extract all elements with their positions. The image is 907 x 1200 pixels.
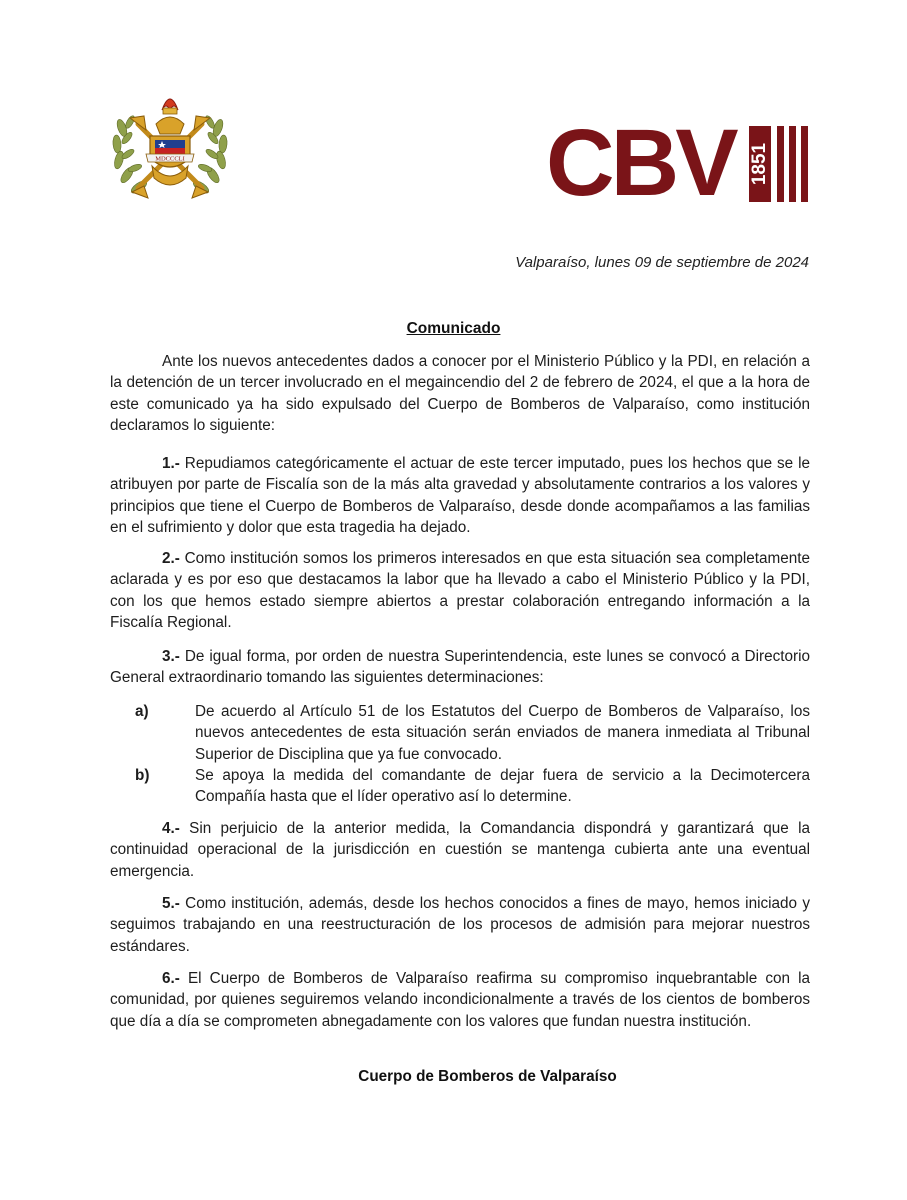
fire-department-crest-icon — [108, 88, 232, 206]
cbv-logo-bar — [789, 126, 796, 202]
cbv-logo-bar — [801, 126, 808, 202]
sub-item-text: De acuerdo al Artículo 51 de los Estatutos del Cuerpo de Bomberos de Valparaíso, los nuevos antecedentes de esta situación serán enviados de manera inmediata al Tribunal Superior de Disciplina que ya fue convocado. — [195, 703, 810, 763]
crest-motto: MDCCCLI — [155, 155, 185, 163]
intro-paragraph — [110, 351, 810, 436]
cbv-logo-bar — [777, 126, 784, 202]
point-number: 3.- — [162, 648, 180, 665]
sub-item-label: b) — [135, 767, 150, 784]
point-paragraph — [110, 548, 810, 633]
point-number: 4.- — [162, 820, 180, 837]
point-text: El Cuerpo de Bomberos de Valparaíso reafirma su compromiso inquebrantable con la comunidad, por quienes seguiremos velando incondicionalmente a través de los cientos de bomberos que día a día se comprometen abnegadamente con los valores que fundan nuestra institución. — [110, 970, 811, 1030]
signature: Cuerpo de Bomberos de Valparaíso — [358, 1068, 617, 1085]
sub-item — [135, 765, 810, 808]
cbv-logo-letters: CBV — [546, 110, 735, 216]
sub-item-label: a) — [135, 703, 149, 720]
point-paragraph — [110, 893, 810, 957]
sub-item — [135, 701, 810, 765]
document-title: Comunicado — [406, 320, 501, 337]
point-text: Como institución somos los primeros interesados en que esta situación sea completamente aclarada y es por eso que destacamos la labor que ha llevado a cabo el Ministerio Público y la PDI, con los que hemos estado siempre abiertos a prestar colaboración entregando información a la Fiscalía Regional. — [110, 550, 811, 631]
point-text: Repudiamos categóricamente el actuar de este tercer imputado, pues los hechos que se le atribuyen por parte de Fiscalía son de la más alta gravedad y absolutamente contrarios a los valores y principios que tiene el Cuerpo de Bomberos de Valparaíso, desde donde acompañamos a las familias en el sufrimiento y dolor que esta tragedia ha dejado. — [110, 455, 810, 536]
point-paragraph — [110, 453, 810, 538]
point-text: De igual forma, por orden de nuestra Superintendencia, este lunes se convocó a Directorio General extraordinario tomando las siguientes determinaciones: — [110, 648, 810, 687]
cbv-logo-year: 1851 — [749, 142, 770, 186]
point-paragraph — [110, 818, 810, 882]
document-date: Valparaíso, lunes 09 de septiembre de 2024 — [515, 254, 809, 271]
cbv-logo-year-box — [749, 126, 771, 202]
cbv-1851-logo — [546, 110, 816, 216]
point-number: 1.- — [162, 455, 180, 472]
point-number: 2.- — [162, 550, 180, 567]
point-paragraph — [110, 968, 810, 1032]
point-number: 6.- — [162, 970, 180, 987]
point-text: Como institución, además, desde los hechos conocidos a fines de mayo, hemos iniciado y seguimos trabajando en una reestructuración de los procesos de admisión para mejorar nuestros estándares. — [110, 895, 810, 955]
point-number: 5.- — [162, 895, 180, 912]
sub-item-text: Se apoya la medida del comandante de dejar fuera de servicio a la Decimotercera Compañía hasta que el líder operativo así lo determine. — [195, 767, 810, 806]
point-paragraph — [110, 646, 810, 689]
intro-text: Ante los nuevos antecedentes dados a conocer por el Ministerio Público y la PDI, en relación a la detención de un tercer involucrado en el megaincendio del 2 de febrero de 2024, el que a la hora de este comunicado ya ha sido expulsado del Cuerpo de Bomberos de Valparaíso, como institución declaramos lo siguiente: — [110, 353, 810, 434]
point-text: Sin perjuicio de la anterior medida, la Comandancia dispondrá y garantizará que la continuidad operacional de la jurisdicción en cuestión se mantenga cubierta ante una eventual emergencia. — [110, 820, 811, 880]
